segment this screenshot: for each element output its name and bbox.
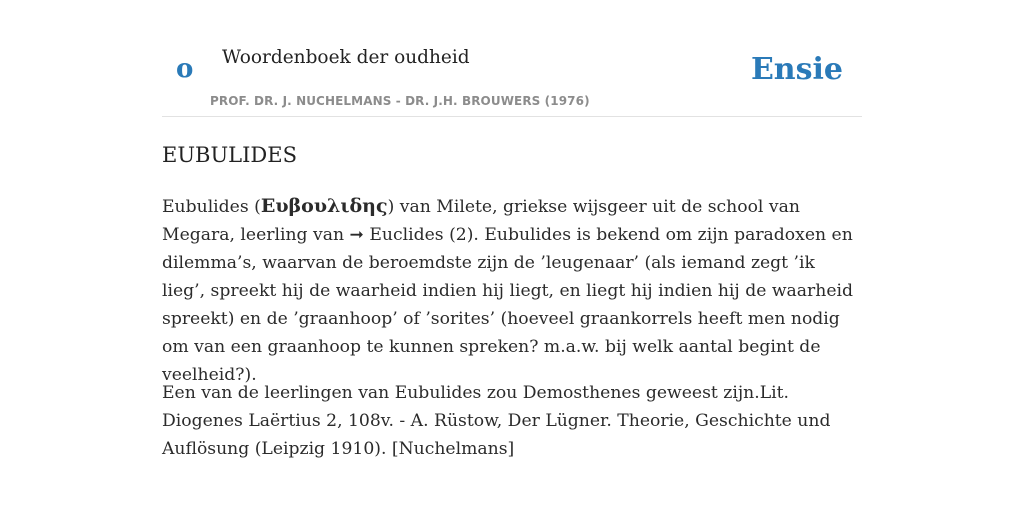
entry-paragraph-1 xyxy=(162,192,862,389)
ensie-logo[interactable]: Ensie xyxy=(750,52,843,87)
p1-lead: Eubulides ( xyxy=(162,197,261,217)
page-header xyxy=(162,0,862,117)
book-authors: PROF. DR. J. NUCHELMANS - DR. J.H. BROUWERS (1976) xyxy=(210,94,590,108)
p1-after-greek: ) van Milete, griekse wijsgeer uit de school van Megara, leerling van xyxy=(162,197,800,245)
cross-reference-text: Euclides (2) xyxy=(369,225,474,245)
entry-card xyxy=(162,0,862,459)
entry-title: EUBULIDES xyxy=(162,143,297,167)
entry-paragraph-2: Een van de leerlingen van Eubulides zou Demosthenes geweest zijn.Lit. Diogenes Laërtius 2, 108v. - A. Rüstow, Der Lügner. Theorie, Geschichte und Auflösung (Leipzig 1910). [Nuchelmans] xyxy=(162,383,831,459)
book-logo-icon: o xyxy=(176,54,194,84)
book-title[interactable]: Woordenboek der oudheid xyxy=(222,47,470,68)
cross-reference-link[interactable] xyxy=(350,225,474,245)
p1-rest: . Eubulides is bekend om zijn paradoxen en dilemma’s, waarvan de beroemdste zijn de ’leugenaar’ (als iemand zegt ’ik lieg’, spreekt hij de waarheid indien hij liegt, en liegt hij indien hij de waarheid spreekt) en de ’graanhoop’ of ’sorites’ (hoeveel graankorrels heeft men nodig om van een graanhoop te kunnen spreken? m.a.w. bij welk aantal begint de veelheid?). xyxy=(162,225,854,385)
greek-name: Ευβουλιδης xyxy=(260,195,388,217)
arrow-icon: ➞ xyxy=(349,225,364,245)
